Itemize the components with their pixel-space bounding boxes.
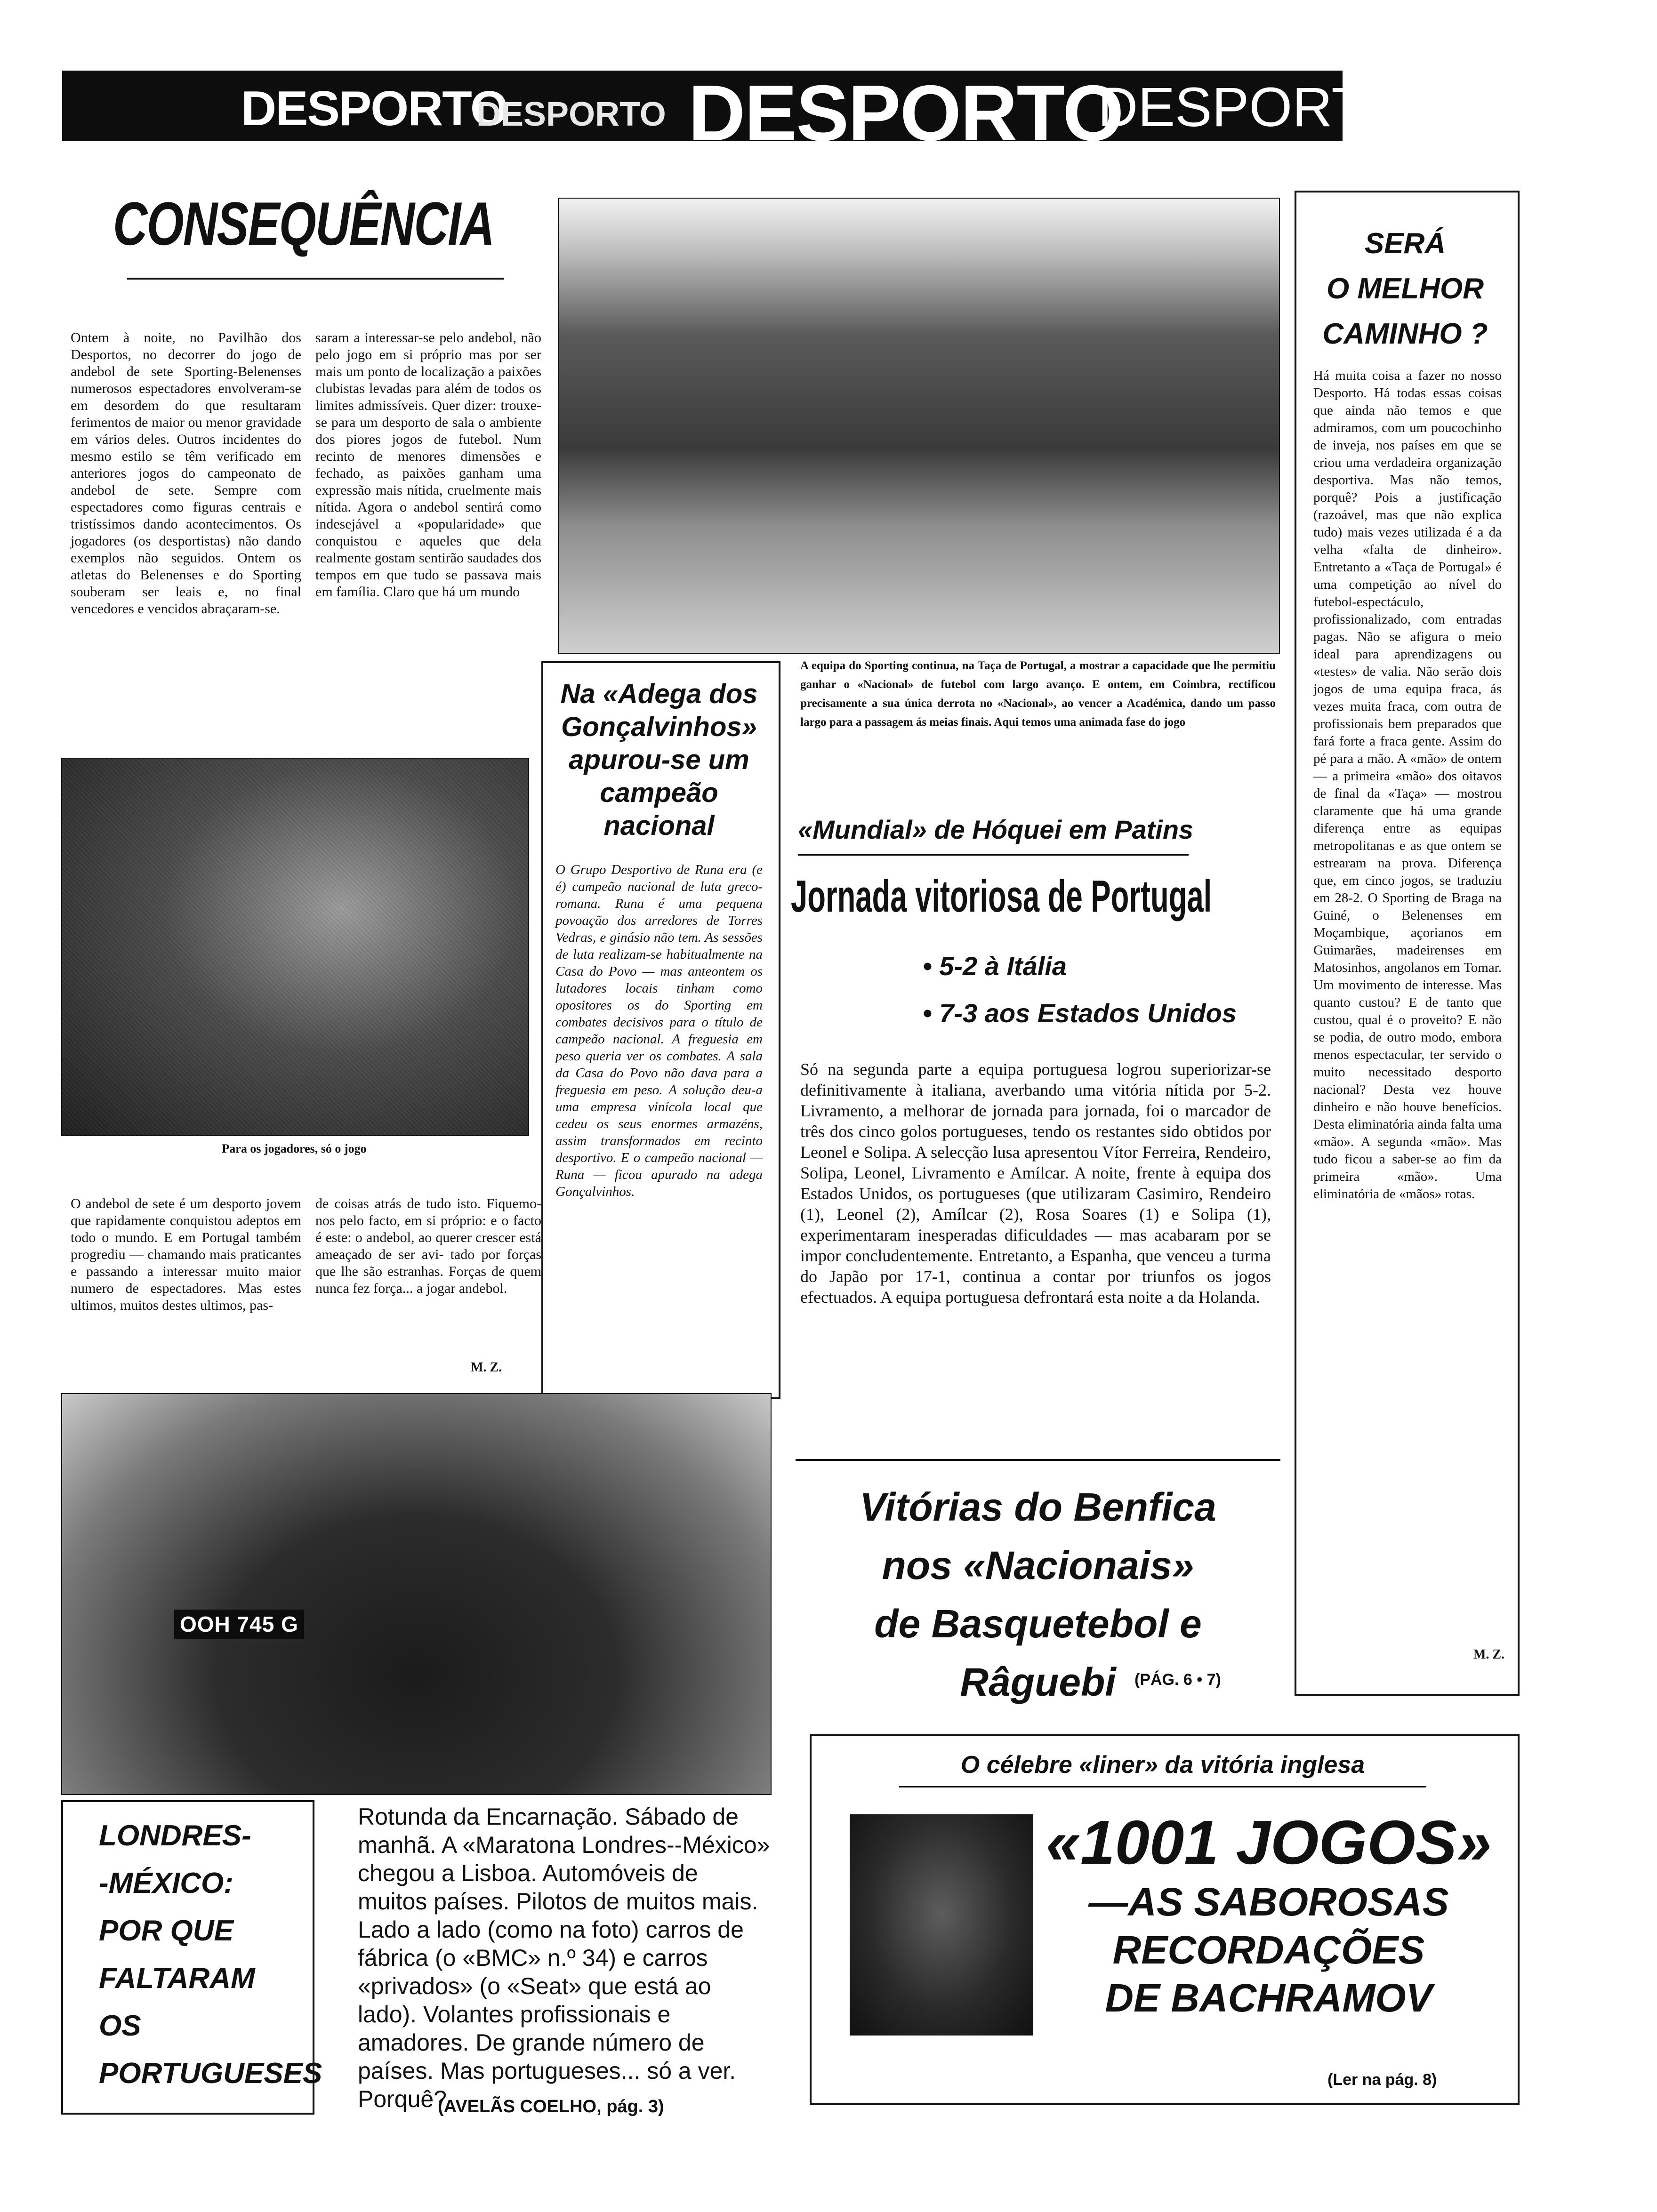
signature: M. Z. xyxy=(471,1360,502,1375)
banner-word-4: DESPORTO xyxy=(1098,76,1408,138)
sera-title xyxy=(1299,221,1511,357)
article-column xyxy=(315,329,541,725)
jogos-title-main: «1001 JOGOS» xyxy=(1046,1808,1492,1877)
handball-photo xyxy=(61,758,529,1136)
consequencia-title: CONSEQUÊNCIA xyxy=(113,189,494,258)
section-banner xyxy=(62,69,1408,157)
stadium-caption: A equipa do Sporting continua, na Taça de Portugal, a mostrar a capacidade que lhe permitiu ganhar o «Nacional» de futebol com largo avanço. E ontem, em Coimbra, rectificou precisamente a sua única derrota no «Nacional», ao vencer a Académica, dando um passo largo para a passagem ás meias finais. Aqui temos uma animada fase do jogo xyxy=(800,659,1276,729)
bullet-icon: • xyxy=(923,951,940,981)
sera-title-line: O MELHOR xyxy=(1326,272,1484,305)
article-text: saram a interessar-se pelo andebol, não pelo jogo em si próprio mas por ser mais um ponto de localização a paixões clubistas levadas para além de todos os limites admissíveis. Quer dizer: trouxe-se para um desporto de sala o ambiente dos piores jogos de futebol. Num recinto de menores dimensões e fechado, as paixões ganham uma expressão mais nítida, cruelmente mais nítida. Agora o andebol sentirá como indesejável a «popularidade» que conquistou e aqueles que dela realmente gostam sentirão saudades dos tempos em que tudo se passava mais em família. Claro que há um mundo xyxy=(315,330,541,600)
londres-title-line: FALTARAM xyxy=(99,1962,255,1995)
londres-title-line: LONDRES- xyxy=(99,1819,251,1852)
banner-word-2: DESPORTO xyxy=(476,96,666,133)
jogos-title-line: DE BACHRAMOV xyxy=(1105,1976,1432,2020)
signature: M. Z. xyxy=(1473,1647,1505,1662)
sera-text: Há muita coisa a fazer no nosso Desporto. Há todas essas coisas que ainda não temos e que admiramos, com um poucochinho de inveja, nos países em que se criou uma verdadeira organização desportiva. Mas não temos, porquê? Pois a justificação (razoável, mas que não explica tudo) mais vezes utilizada é a da velha «falta de dinheiro». Entretanto a «Taça de Portugal» é uma competição ao nível do futebol-espectáculo, profissionalizado, com entradas pagas. Não se afigura o meio ideal para aprendizagens ou «testes» de valia. Não serão dois jogos de uma equipa fraca, ás vezes muita fraca, com outra de profissionais bem preparados que fará forte a fraca gente. Assim do pé para a mão. A «mão» de ontem — a primeira «mão» dos oitavos de final da «Taça» — mostrou claramente que há uma grande diferença entre as equipas metropolitanas e as que ontem se estrearam na prova. Diferença que, em cinco jogos, se traduziu em 28-2. O Sporting de Braga na Guiné, o Belenenses em Moçambique, açorianos em Guimarães, madeirenses em Matosinhos, angolanos em Tomar. Um movimento de interesse. Mas quanto custou? E de tanto que custou, qual é o proveito? E não se podia, de outro modo, embora menos espectacular, ter servido o muito necessitado desporto nacional? Desta vez houve dinheiro e não houve benefícios. Desta eliminatória ainda falta uma «mão». A segunda «mão». Mas tudo ficou a saber-se ao fim da primeira «mão». Uma eliminatória de «mãos» rotas. xyxy=(1313,368,1502,1202)
kicker-rule xyxy=(899,1786,1426,1787)
londres-title-line: -MÉXICO: xyxy=(99,1867,233,1899)
londres-title-line: OS xyxy=(99,2010,141,2042)
article-column xyxy=(71,1195,301,1393)
londres-title xyxy=(99,1812,322,2097)
banner-word-1: DESPORTO xyxy=(241,81,507,136)
londres-credit: (AVELÃS COELHO, pág. 3) xyxy=(438,2097,664,2116)
jogos-kicker: O célebre «liner» da vitória inglesa xyxy=(960,1751,1365,1779)
article-column xyxy=(71,329,301,725)
benfica-rule xyxy=(796,1459,1280,1461)
result-row xyxy=(923,951,1067,981)
bachramov-portrait xyxy=(850,1814,1033,2036)
kicker-rule xyxy=(798,854,1189,856)
adega-text: O Grupo Desportivo de Runa era (e é) campeão nacional de luta greco-romana. Runa é uma pequena povoação dos arredores de Torres Vedras, e ginásio não tem. As sessões de luta realizam-se habitualmente na Casa do Povo — mas anteontem os lutadores locais tinham como opositores os do Sporting em combates decisivos para o título de campeão nacional. A freguesia em peso queria ver os combates. A sala da Casa do Povo não dava para a freguesia em peso. A solução deu-a uma empresa vinícola local que cedeu os seus enormes armazéns, assim transformados em recinto desportivo. E o campeão nacional — Runa — ficou apurado na adega Gonçalvinhos. xyxy=(555,862,763,1199)
londres-title-line: POR QUE xyxy=(99,1915,233,1947)
benfica-line: Vitórias do Benfica xyxy=(860,1485,1216,1529)
bullet-icon: • xyxy=(923,998,940,1028)
jogos-title xyxy=(1036,1807,1502,2022)
adega-title: Na «Adega dos Gonçalvinhos» apurou-se um campeão nacional xyxy=(560,679,758,841)
article-column xyxy=(315,1195,541,1384)
londres-title-line: PORTUGUESES xyxy=(99,2057,322,2090)
hoquei-text: Só na segunda parte a equipa portuguesa logrou superiorizar-se definitivamente à italiana, averbando uma vitória nítida por 5-2. Livramento, a melhorar de jornada para jornada, foi o marcador de três dos cinco golos portugueses, tendo os restantes sido obtidos por Leonel e Solipa. A selecção lusa apresentou Vítor Ferreira, Rendeiro, Solipa, Leonel, Livramento e Amílcar. A noite, frente à equipa dos Estados Unidos, os portugueses (que utilizaram Casimiro, Rendeiro (1), Leonel (2), Amílcar (2), Rosa Soares (1) e Solipa (1), experimentaram inesperadas dificuldades — mas acabaram por se impor concludentemente. Entretanto, a Espanha, que venceu a turma do Japão por 17-1, continua a contar por triunfos os jogos efectuados. A equipa portuguesa defrontará esta noite a da Holanda. xyxy=(800,1060,1271,1306)
result-eua: 7-3 aos Estados Unidos xyxy=(939,998,1237,1028)
sera-title-line: CAMINHO ? xyxy=(1322,318,1488,350)
title-underline xyxy=(127,278,504,280)
jogos-title-line: —AS SABOROSAS xyxy=(1088,1880,1449,1924)
benfica-line: de Basquetebol e Râguebi xyxy=(874,1602,1202,1704)
londres-text: Rotunda da Encarnação. Sábado de manhã. A «Maratona Londres--México» chegou a Lisboa. Automóveis de muitos países. Pilotos de muitos mais. Lado a lado (como na foto) carros de fábrica (o «BMC» n.º 34) e carros «privados» (o «Seat» que está ao lado). Volantes profissionais e amadores. De grande número de países. Mas portugueses... só a ver. Porquê? xyxy=(358,1803,770,2112)
stadium-photo xyxy=(558,198,1280,654)
hoquei-kicker: «Mundial» de Hóquei em Patins xyxy=(798,815,1194,844)
article-text: Ontem à noite, no Pavilhão dos Desportos, no decorrer do jogo de andebol de sete Sporting-Belenenses numerosos espectadores envolveram-se em desordem do que resultaram ferimentos de maior ou menor gravidade em vários deles. Outros incidentes do mesmo estilo se têm verificado em anteriores jogos do campeonato de andebol de sete. Sempre com espectadores como figuras centrais e tristíssimos dando acontecimentos. Os jogadores (os desportistas) não dando exemplos não seguidos. Ontem os atletas do Belenenses e do Sporting souberam ser leais e, no final vencedores e vencidos abraçaram-se. xyxy=(71,330,301,617)
photo-caption: Para os jogadores, só o jogo xyxy=(222,1142,367,1155)
license-plate: OOH 745 G xyxy=(174,1610,304,1639)
hoquei-title: Jornada vitoriosa de Portugal xyxy=(791,871,1212,922)
result-italia: 5-2 à Itália xyxy=(939,951,1067,981)
jogos-title-line: RECORDAÇÕES xyxy=(1112,1928,1425,1972)
rally-car-photo xyxy=(61,1393,772,1795)
result-row xyxy=(923,998,1237,1028)
benfica-line: nos «Nacionais» xyxy=(882,1543,1194,1587)
article-text: O andebol de sete é um desporto jovem que rapidamente conquistou adeptos em todo o mundo. E em Portugal também progrediu — chamando mais praticantes e passando a interessar muito maior numero de espectadores. Mas estes ultimos, muitos destes ultimos, pas- xyxy=(71,1196,301,1313)
article-text: de coisas atrás de tudo isto. Fiquemo-nos pelo facto, em si próprio: e o facto é este: o andebol, ao querer crescer está ameaçado de ser avi- tado por forças que lhe são estranhas. Forças de quem nunca fez força... a jogar andebol. xyxy=(315,1196,541,1296)
benfica-ref: (PÁG. 6 • 7) xyxy=(1134,1671,1221,1689)
banner-word-3: DESPORTO xyxy=(688,69,1123,157)
jogos-ref: (Ler na pág. 8) xyxy=(1327,2071,1437,2089)
sera-title-line: SERÁ xyxy=(1364,227,1446,260)
